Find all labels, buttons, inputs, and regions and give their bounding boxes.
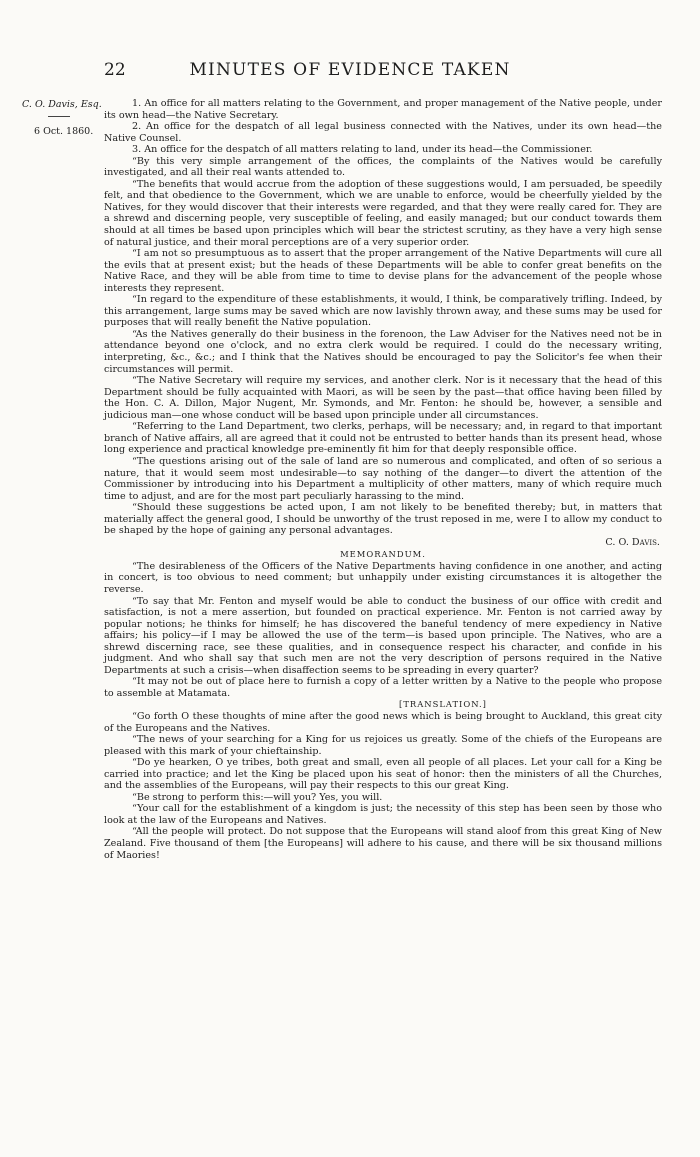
paragraph: “Referring to the Land Department, two clerks, perhaps, will be necessary; and, in regard to that important branch of Native affairs, all are agreed that it could not be entrusted to better hands than its present head, whose long experience and practical knowledge pre-eminently fit him for that deeply responsible office. xyxy=(104,421,662,456)
paragraph: “The Native Secretary will require my services, and another clerk. Nor is it necessary that the head of this Department should be fully acquainted with Maori, as will be seen by the past—that office having been filled by the Hon. C. A. Dillon, Major Nugent, Mr. Symonds, and Mr. Fenton: he should be, however, a sensible and judicious man—one whose conduct will be based upon principle under all circumstances. xyxy=(104,375,662,421)
paragraph: “Should these suggestions be acted upon, I am not likely to be benefited thereby; but, in matters that materially affect the general good, I should be unworthy of the trust reposed in me, were I to allow my conduct to be shaped by the hope of gaining any personal advantages. xyxy=(104,502,662,537)
running-head: MINUTES OF EVIDENCE TAKEN xyxy=(189,60,511,80)
margin-rule xyxy=(48,116,70,117)
page-number: 22 xyxy=(104,60,126,80)
memorandum-paragraph: “It may not be out of place here to furnish a copy of a letter written by a Native to the people who propose to assemble at Matamata. xyxy=(104,676,662,699)
paragraph: “The questions arising out of the sale of land are so numerous and complicated, and often of so serious a nature, that it would seem most undesirable—to say nothing of the danger—to divert the attention of the Commissioner by introducing into his Department a multiplicity of other matters, many of which require much time to adjust, and are for the most part peculiarly harassing to the mind. xyxy=(104,455,662,502)
memorandum-heading: MEMORANDUM. xyxy=(340,549,426,560)
paragraph: “I am not so presumptuous as to assert that the proper arrangement of the Native Departments will cure all the evils that at present exist; but the heads of these Departments will be able to confer great benefits on the Native Race, and they will be able from time to time to devise plans for the advancement of the people whose interests they represent. xyxy=(104,248,662,294)
signature: C. O. Davis. xyxy=(605,536,660,548)
margin-witness-name: C. O. Davis, Esq. xyxy=(22,99,102,110)
translation-paragraph: “Your call for the establishment of a kingdom is just; the necessity of this step has been seen by those who look at the law of the Europeans and Natives. xyxy=(104,803,662,826)
translation-paragraph: “All the people will protect. Do not suppose that the Europeans will stand aloof from this great King of New Zealand. Five thousand of them [the Europeans] will adhere to his cause, and there will be six thousand millions of Maories! xyxy=(104,826,662,861)
paragraph: “By this very simple arrangement of the offices, the complaints of the Natives would be carefully investigated, and all their real wants attended to. xyxy=(104,155,662,179)
paragraph: 2. An office for the despatch of all legal business connected with the Natives, under its own head—the Native Counsel. xyxy=(104,121,662,144)
margin-date: 6 Oct. 1860. xyxy=(34,126,94,137)
translation-heading: [TRANSLATION.] xyxy=(399,699,487,710)
translation-paragraph: “Do ye hearken, O ye tribes, both great and small, even all people of all places. Let your call for a King be carried into practice; and let the King be placed upon his seat of honor: then the ministers of all the Churches, and the assemblies of the Europeans, will pay their respects to this our great King. xyxy=(104,757,662,792)
translation-paragraph: “Be strong to perform this:—will you? Yes, you will. xyxy=(132,791,383,803)
translation-paragraph: “Go forth O these thoughts of mine after the good news which is being brought to Auckland, this great city of the Europeans and the Natives. xyxy=(104,710,662,734)
memorandum-paragraph: “The desirableness of the Officers of the Native Departments having confidence in one another, and acting in concert, is too obvious to need comment; but unhappily under existing circumstances it is altogether the reverse. xyxy=(104,560,662,595)
memorandum-paragraph: “To say that Mr. Fenton and myself would be able to conduct the business of our office with credit and satisfaction, is not a mere assertion, but founded on practical experience. Mr. Fenton is not carried away by popular notions; he thinks for himself; he has discovered the baneful tendency of mere expediency in Native affairs; his policy—if I may be allowed the use of the term—is based upon principle. The Natives, who are a shrewd discerning race, see these qualities, and in consequence respect his character, and confide in his judgment. And who shall say that such men are not the very description of persons required in the Native Departments at such a crisis—when disaffection seems to be spreading in every quarter? xyxy=(104,595,662,676)
paragraph: 3. An office for the despatch of all matters relating to land, under its head—the Commissioner. xyxy=(132,144,593,156)
translation-paragraph: “The news of your searching for a King for us rejoices us greatly. Some of the chiefs of the Europeans are pleased with this mark of your chieftainship. xyxy=(104,734,662,757)
paragraph: “The benefits that would accrue from the adoption of these suggestions would, I am persuaded, be speedily felt, and that obedience to the Government, which we are unable to enforce, would be cheerfully yielded by the Natives, for they would discover that their interests were regarded, and that they were really cared for. They are a shrewd and discerning people, very susceptible of feeling, and easily managed; but our conduct towards them should at all times be based upon principles which will bear the strictest scrutiny, as they have a very high sense of natural justice, and their moral perceptions are of a very superior order. xyxy=(104,178,662,248)
paragraph: “In regard to the expenditure of these establishments, it would, I think, be comparatively trifling. Indeed, by this arrangement, large sums may be saved which are now lavishly thrown away, and these sums may be used for purposes that will really benefit the Native population. xyxy=(104,294,662,329)
evidence-body xyxy=(104,98,662,861)
paragraph: “As the Natives generally do their business in the forenoon, the Law Adviser for the Natives need not be in attendance beyond one o'clock, and no extra clerk would be required. I could do the necessary writing, interpreting, &c., &c.; and I think that the Natives should be encouraged to pay the Solicitor's fee when their circumstances will permit. xyxy=(104,328,662,375)
paragraph: 1. An office for all matters relating to the Government, and proper management of the Native people, under its own head—the Native Secretary. xyxy=(104,98,662,121)
